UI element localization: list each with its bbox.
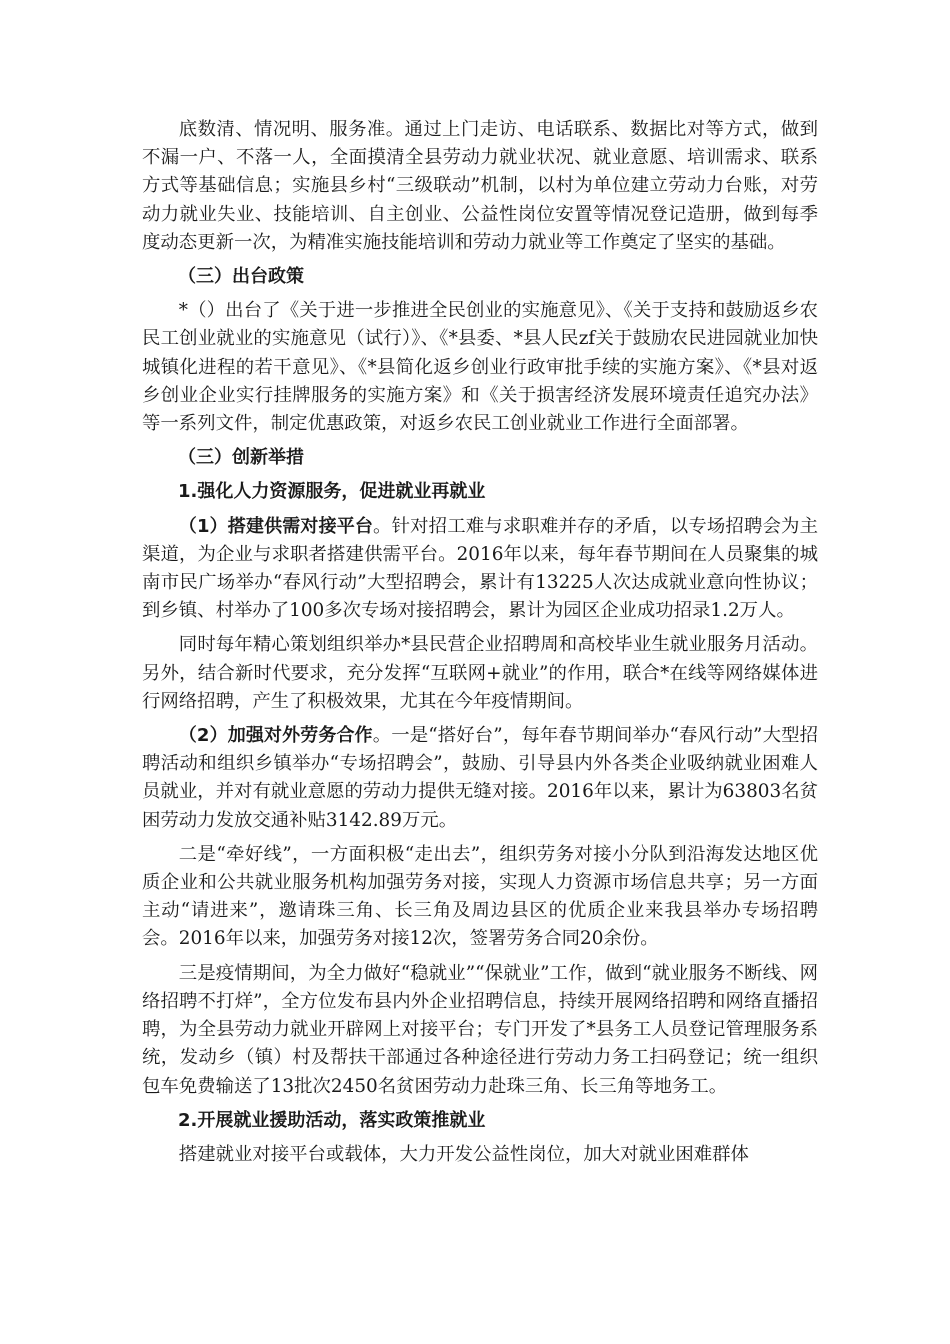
heading-policy: （三）出台政策 (178, 266, 304, 288)
heading-employment-aid: 2.开展就业援助活动，落实政策推就业 (178, 1109, 486, 1131)
paragraph-connect: 二是“牵好线”，一方面积极“走出去”，组织劳务对接小分队到沿海发达地区优质企业和公共就业服务机构加强劳务对接，实现人力资源市场信息共享；另一方面主动“请进来”，邀请珠三角、长三角及周边县区的优质企业来我县举办专场招聘会。2016年以来，加强劳务对接12次，签署劳务合同20余份。 (142, 843, 818, 950)
paragraph-platform-body: 。针对招工难与求职难并存的矛盾，以专场招聘会为主渠道，为企业与求职者搭建供需平台。2016年以来，每年春节期间在人员聚集的城南市民广场举办“春风行动”大型招聘会，累计有13225人次达成就业意向性协议；到乡镇、村举办了100多次专场对接招聘会，累计为园区企业成功招录1.2万人。 (142, 515, 818, 622)
document-page (142, 116, 818, 1175)
paragraph-epidemic: 三是疫情期间，为全力做好“稳就业”“保就业”工作，做到“就业服务不断线、网络招聘不打烊”，全方位发布县内外企业招聘信息，持续开展网络招聘和网络直播招聘，为全县劳动力就业开辟网上对接平台；专门开发了*县务工人员登记管理服务系统，发动乡（镇）村及帮扶干部通过各种途径进行劳动力务工扫码登记；统一组织包车免费输送了13批次2450名贫困劳动力赴珠三角、长三角等地务工。 (142, 962, 818, 1097)
heading-innovate: （三）创新举措 (178, 447, 304, 469)
paragraph-aid: 搭建就业对接平台或载体，大力开发公益性岗位，加大对就业困难群体 (178, 1143, 749, 1165)
heading-hr-service: 1.强化人力资源服务，促进就业再就业 (178, 481, 486, 503)
paragraph-platform-lead: （1）搭建供需对接平台 (178, 515, 374, 537)
paragraph-online-recruit: 同时每年精心策划组织举办*县民营企业招聘周和高校毕业生就业服务月活动。另外，结合新时代要求，充分发挥“互联网+就业”的作用，联合*在线等网络媒体进行网络招聘，产生了积极效果，尤其在今年疫情期间。 (142, 634, 818, 712)
paragraph-labor-lead: （2）加强对外劳务合作 (178, 725, 373, 747)
paragraph-labor-body: 。一是“搭好台”，每年春节期间举办“春风行动”大型招聘活动和组织乡镇举办“专场招聘会”，鼓励、引导县内外各类企业吸纳就业困难人员就业，并对有就业意愿的劳动力提供无缝对接。2016年以来，累计为63803名贫困劳动力发放交通补贴3142.89万元。 (142, 725, 818, 831)
paragraph-survey: 底数清、情况明、服务准。通过上门走访、电话联系、数据比对等方式，做到不漏一户、不落一人，全面摸清全县劳动力就业状况、就业意愿、培训需求、联系方式等基础信息；实施县乡村“三级联动”机制，以村为单位建立劳动力台账，对劳动力就业失业、技能培训、自主创业、公益性岗位安置等情况登记造册，做到每季度动态更新一次，为精准实施技能培训和劳动力就业等工作奠定了坚实的基础。 (142, 119, 818, 253)
paragraph-policy: *（）出台了《关于进一步推进全民创业的实施意见》、《关于支持和鼓励返乡农民工创业就业的实施意见（试行）》、《*县委、*县人民zf关于鼓励农民进园就业加快城镇化进程的若干意见》、《*县简化返乡创业行政审批手续的实施方案》、《*县对返乡创业企业实行挂牌服务的实施方案》和《关于损害经济发展环境责任追究办法》等一系列文件，制定优惠政策，对返乡农民工创业就业工作进行全面部署。 (142, 300, 818, 435)
paragraph-platform (142, 513, 818, 626)
paragraph-labor-cooperation (142, 722, 818, 835)
